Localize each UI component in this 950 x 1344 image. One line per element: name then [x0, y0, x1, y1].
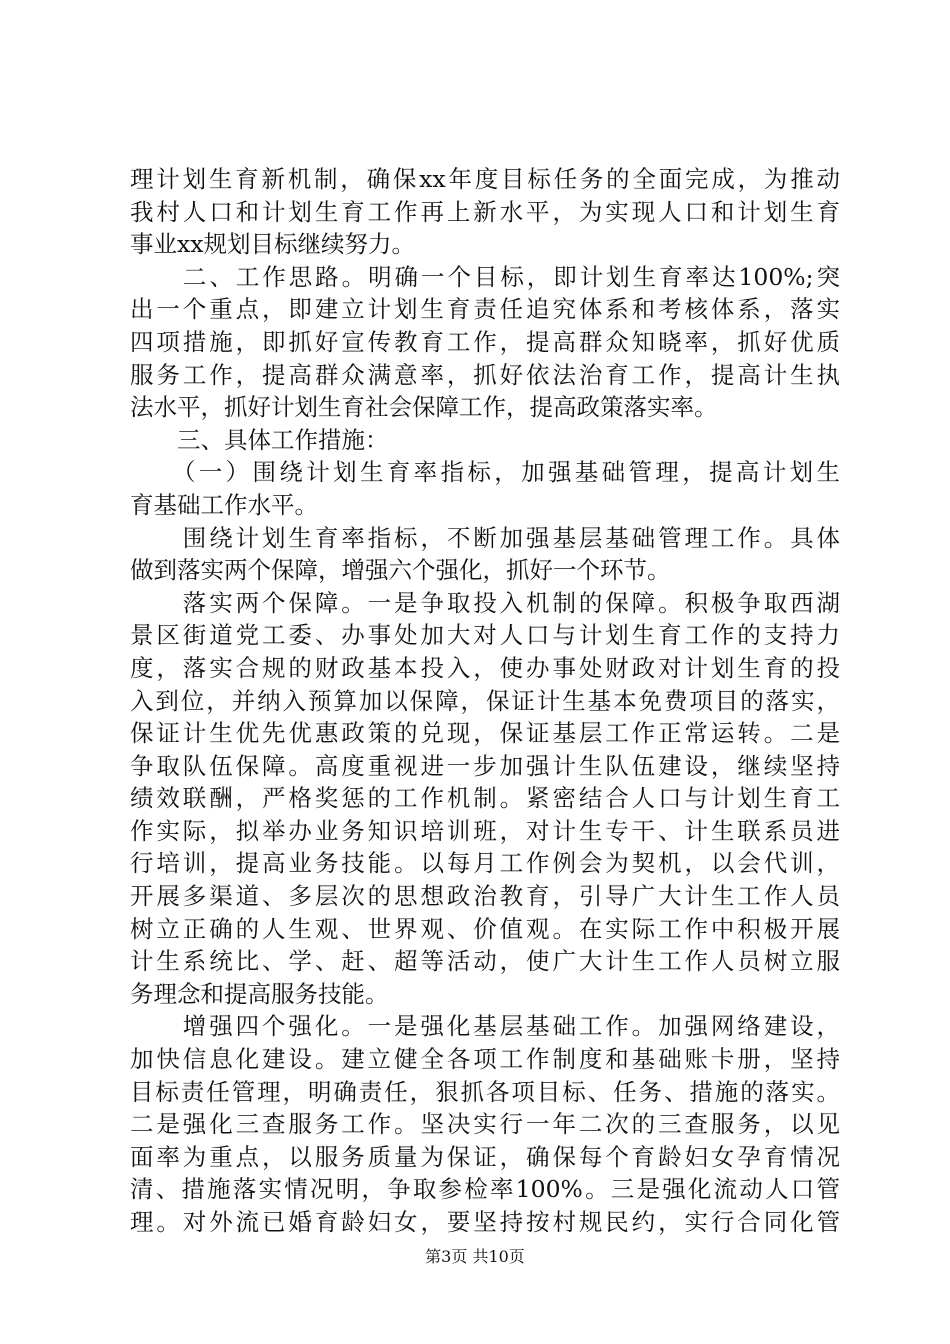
text-line: 落实两个保障。一是争取投入机制的保障。积极争取西湖	[130, 588, 840, 617]
text-line: 面率为重点，以服务质量为保证，确保每个育龄妇女孕育情况	[130, 1142, 840, 1171]
text-line: 目标责任管理，明确责任，狠抓各项目标、任务、措施的落实。	[130, 1077, 840, 1106]
text-line: 度，落实合规的财政基本投入，使办事处财政对计划生育的投	[130, 653, 840, 682]
text-line: 做到落实两个保障，增强六个强化，抓好一个环节。	[130, 556, 671, 585]
text-line: 育基础工作水平。	[130, 490, 318, 519]
text-line: 景区街道党工委、办事处加大对人口与计划生育工作的支持力	[130, 621, 840, 650]
text-line: 树立正确的人生观、世界观、价值观。在实际工作中积极开展	[130, 914, 840, 943]
text-line: 理。对外流已婚育龄妇女，要坚持按村规民约，实行合同化管	[130, 1208, 840, 1236]
text-line: （一）围绕计划生育率指标，加强基础管理，提高计划生	[130, 458, 840, 487]
text-line: 二、工作思路。明确一个目标，即计划生育率达100%;突	[130, 262, 840, 291]
text-line: 我村人口和计划生育工作再上新水平，为实现人口和计划生育	[130, 197, 840, 226]
text-line: 计生系统比、学、赶、超等活动，使广大计生工作人员树立服	[130, 947, 840, 976]
text-line: 二是强化三查服务工作。坚决实行一年二次的三查服务，以见	[130, 1110, 840, 1139]
text-line: 三、具体工作措施：	[130, 425, 389, 454]
text-line: 增强四个强化。一是强化基层基础工作。加强网络建设，	[130, 1012, 840, 1041]
text-line: 入到位，并纳入预算加以保障，保证计生基本免费项目的落实，	[130, 686, 840, 715]
text-line: 开展多渠道、多层次的思想政治教育，引导广大计生工作人员	[130, 882, 840, 911]
text-line: 作实际，拟举办业务知识培训班，对计生专干、计生联系员进	[130, 816, 840, 845]
text-line: 服务工作，提高群众满意率，抓好依法治育工作，提高计生执	[130, 360, 840, 389]
text-line: 出一个重点，即建立计划生育责任追究体系和考核体系，落实	[130, 295, 840, 324]
text-line: 绩效联酬，严格奖惩的工作机制。紧密结合人口与计划生育工	[130, 784, 840, 813]
text-line: 事业xx规划目标继续努力。	[130, 230, 416, 259]
text-line: 围绕计划生育率指标，不断加强基层基础管理工作。具体	[130, 523, 840, 552]
text-line: 加快信息化建设。建立健全各项工作制度和基础账卡册，坚持	[130, 1045, 840, 1074]
text-line: 保证计生优先优惠政策的兑现，保证基层工作正常运转。二是	[130, 719, 840, 748]
text-line: 清、措施落实情况明，争取参检率100%。三是强化流动人口管	[130, 1175, 840, 1204]
document-body	[130, 163, 840, 1239]
text-line: 理计划生育新机制，确保xx年度目标任务的全面完成，为推动	[130, 165, 840, 193]
text-line: 务理念和提高服务技能。	[130, 979, 389, 1008]
text-line: 法水平，抓好计划生育社会保障工作，提高政策落实率。	[130, 393, 718, 422]
page-footer: 第3页 共10页	[425, 1247, 525, 1266]
text-line: 四项措施，即抓好宣传教育工作，提高群众知晓率，抓好优质	[130, 327, 840, 356]
text-line: 争取队伍保障。高度重视进一步加强计生队伍建设，继续坚持	[130, 751, 840, 780]
text-line: 行培训，提高业务技能。以每月工作例会为契机，以会代训，	[130, 849, 840, 878]
